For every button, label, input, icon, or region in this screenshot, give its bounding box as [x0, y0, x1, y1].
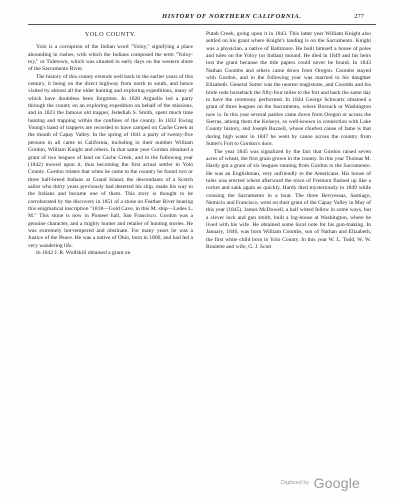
header-rule	[28, 24, 376, 25]
paragraph: The history of this county extends well back to the earlier years of this century, it being on the direct highway from north to south, and hence visited by almost all the older hunting and exploring expeditions, many of which have doubtless been forgotten. In 1820 Arguello led a party through the county on an exploring expedition on behalf of the missions, and in 1823 the famous old trapper, Jedediah S. Smith, spent much time hunting and trapping within the confines of the county. In 1832 Ewing Young's band of trappers are recorded to have camped on Cache Creek at the mouth of Capay Valley. In the spring of 1841 a party of twenty-five persons in all came to California, including in their number William Gordon, William Knight and others. In that same year Gordon obtained a grant of two leagues of land on Cache Creek, and in the following year (1842) moved upon it, thus becoming the first actual settler in Yolo County. Gordon relates that when he came to the country he found two or three half-breed Indians at Grand Island, the descendants of a Scotch sailor who thirty years previously had deserted his ship, made his way to the Indians and became one of them. This story is thought to be corroborated by the discovery in 1851 of a stone on Feather River bearing this enigmatical inscription "1818—Gold Cave, in this M. ship—Lodes L. M." This stone is now in Pioneer hall, San Francisco. Gordon was a genuine character, and a mighty hunter and retailer of hunting stories. He was extremely hot-tempered and obstinate. For many years he was a Justice of the Peace. He was a native of Ohio, born in 1800, and had led a very wandering life.	[28, 73, 193, 249]
paragraph: In 1842 J. R. Wolfskill obtained a grant on	[36, 249, 131, 256]
watermark-prefix: Digitized by	[280, 479, 310, 486]
paragraph: The year 1845 was signalized by the fact that Gordon raised seven acres of wheat, the first grain grown in the county. In this year Thomas M. Hardy got a grant of six leagues running from Gordon to the Sacramento. He was an Englishman, very unfriendly to the Americans. His house of tules was erected where afterward the town of Fremont flashed up like a rocket and sank again as quickly. Hardy died mysteriously in 1849 while crossing the Sacramento in a boat. The three Berryessas, Santiago, Nemicio and Francisco, went on their grant of the Capay Valley in May of this year (1845). James McDowell, a half witted fellow in some ways, but a clever lock and gun smith, built a log-house at Washington, where he lived with his wife. He obtained some local note for his gun-making. In January, 1846, was born William Coombs, son of Nathan and Elizabeth, the first white child born in Yolo County. In this year W. L. Todd, W. W. Roulette and wife, G. J. Scott	[206, 148, 371, 250]
left-column	[28, 31, 193, 257]
page-number: 277	[354, 13, 364, 20]
section-title: YOLO COUNTY.	[84, 31, 137, 38]
google-logo: Google	[313, 474, 360, 491]
right-column	[206, 31, 371, 251]
paragraph: Putah Creek, going upon it in 1843. This latter year William Knight also settled on his grant where Knight's landing is on the Sacramento. Knight was a physician, a native of Baltimore. He built himself a house of poles and tules on the Yoloy (or Indian) mound. He died in 1849 and his heirs lost the grant because the title papers could never be found. In 1843 Nathan Coombs and others came down from Oregon. Coombs stayed with Gordon, and in the following year was married to his daughter Elizabeth. General Sutter was the nearest magistrate, and Coombs and his bride rode horseback the fifty-four miles to the fort and back the same day to have the ceremony performed. In 1844 George Schwartz obtained a grant of three leagues on the Sacramento, where Borsuck or Washington now is. In this year several parties came down from Oregon or across the Sierras, among them the Kelseys, so well-known in connection with Lake County history, and Joseph Buzzell, whose chiefest cause of fame is that during high water in 1847 he went by canoe across the country from Sutter's Fort to Gordon's door.	[206, 31, 371, 148]
running-title: HISTORY OF NORTHERN CALIFORNIA.	[162, 13, 302, 20]
digitizer-watermark	[281, 474, 360, 492]
paragraph: Yolo is a corruption of the Indian word "Yoloy," signifying a place abounding in rushes, with which the Indians composed the term "Yoloy-toy," or Tuletown, which was situated in early days on the western shore of the Sacramento River.	[28, 44, 193, 73]
